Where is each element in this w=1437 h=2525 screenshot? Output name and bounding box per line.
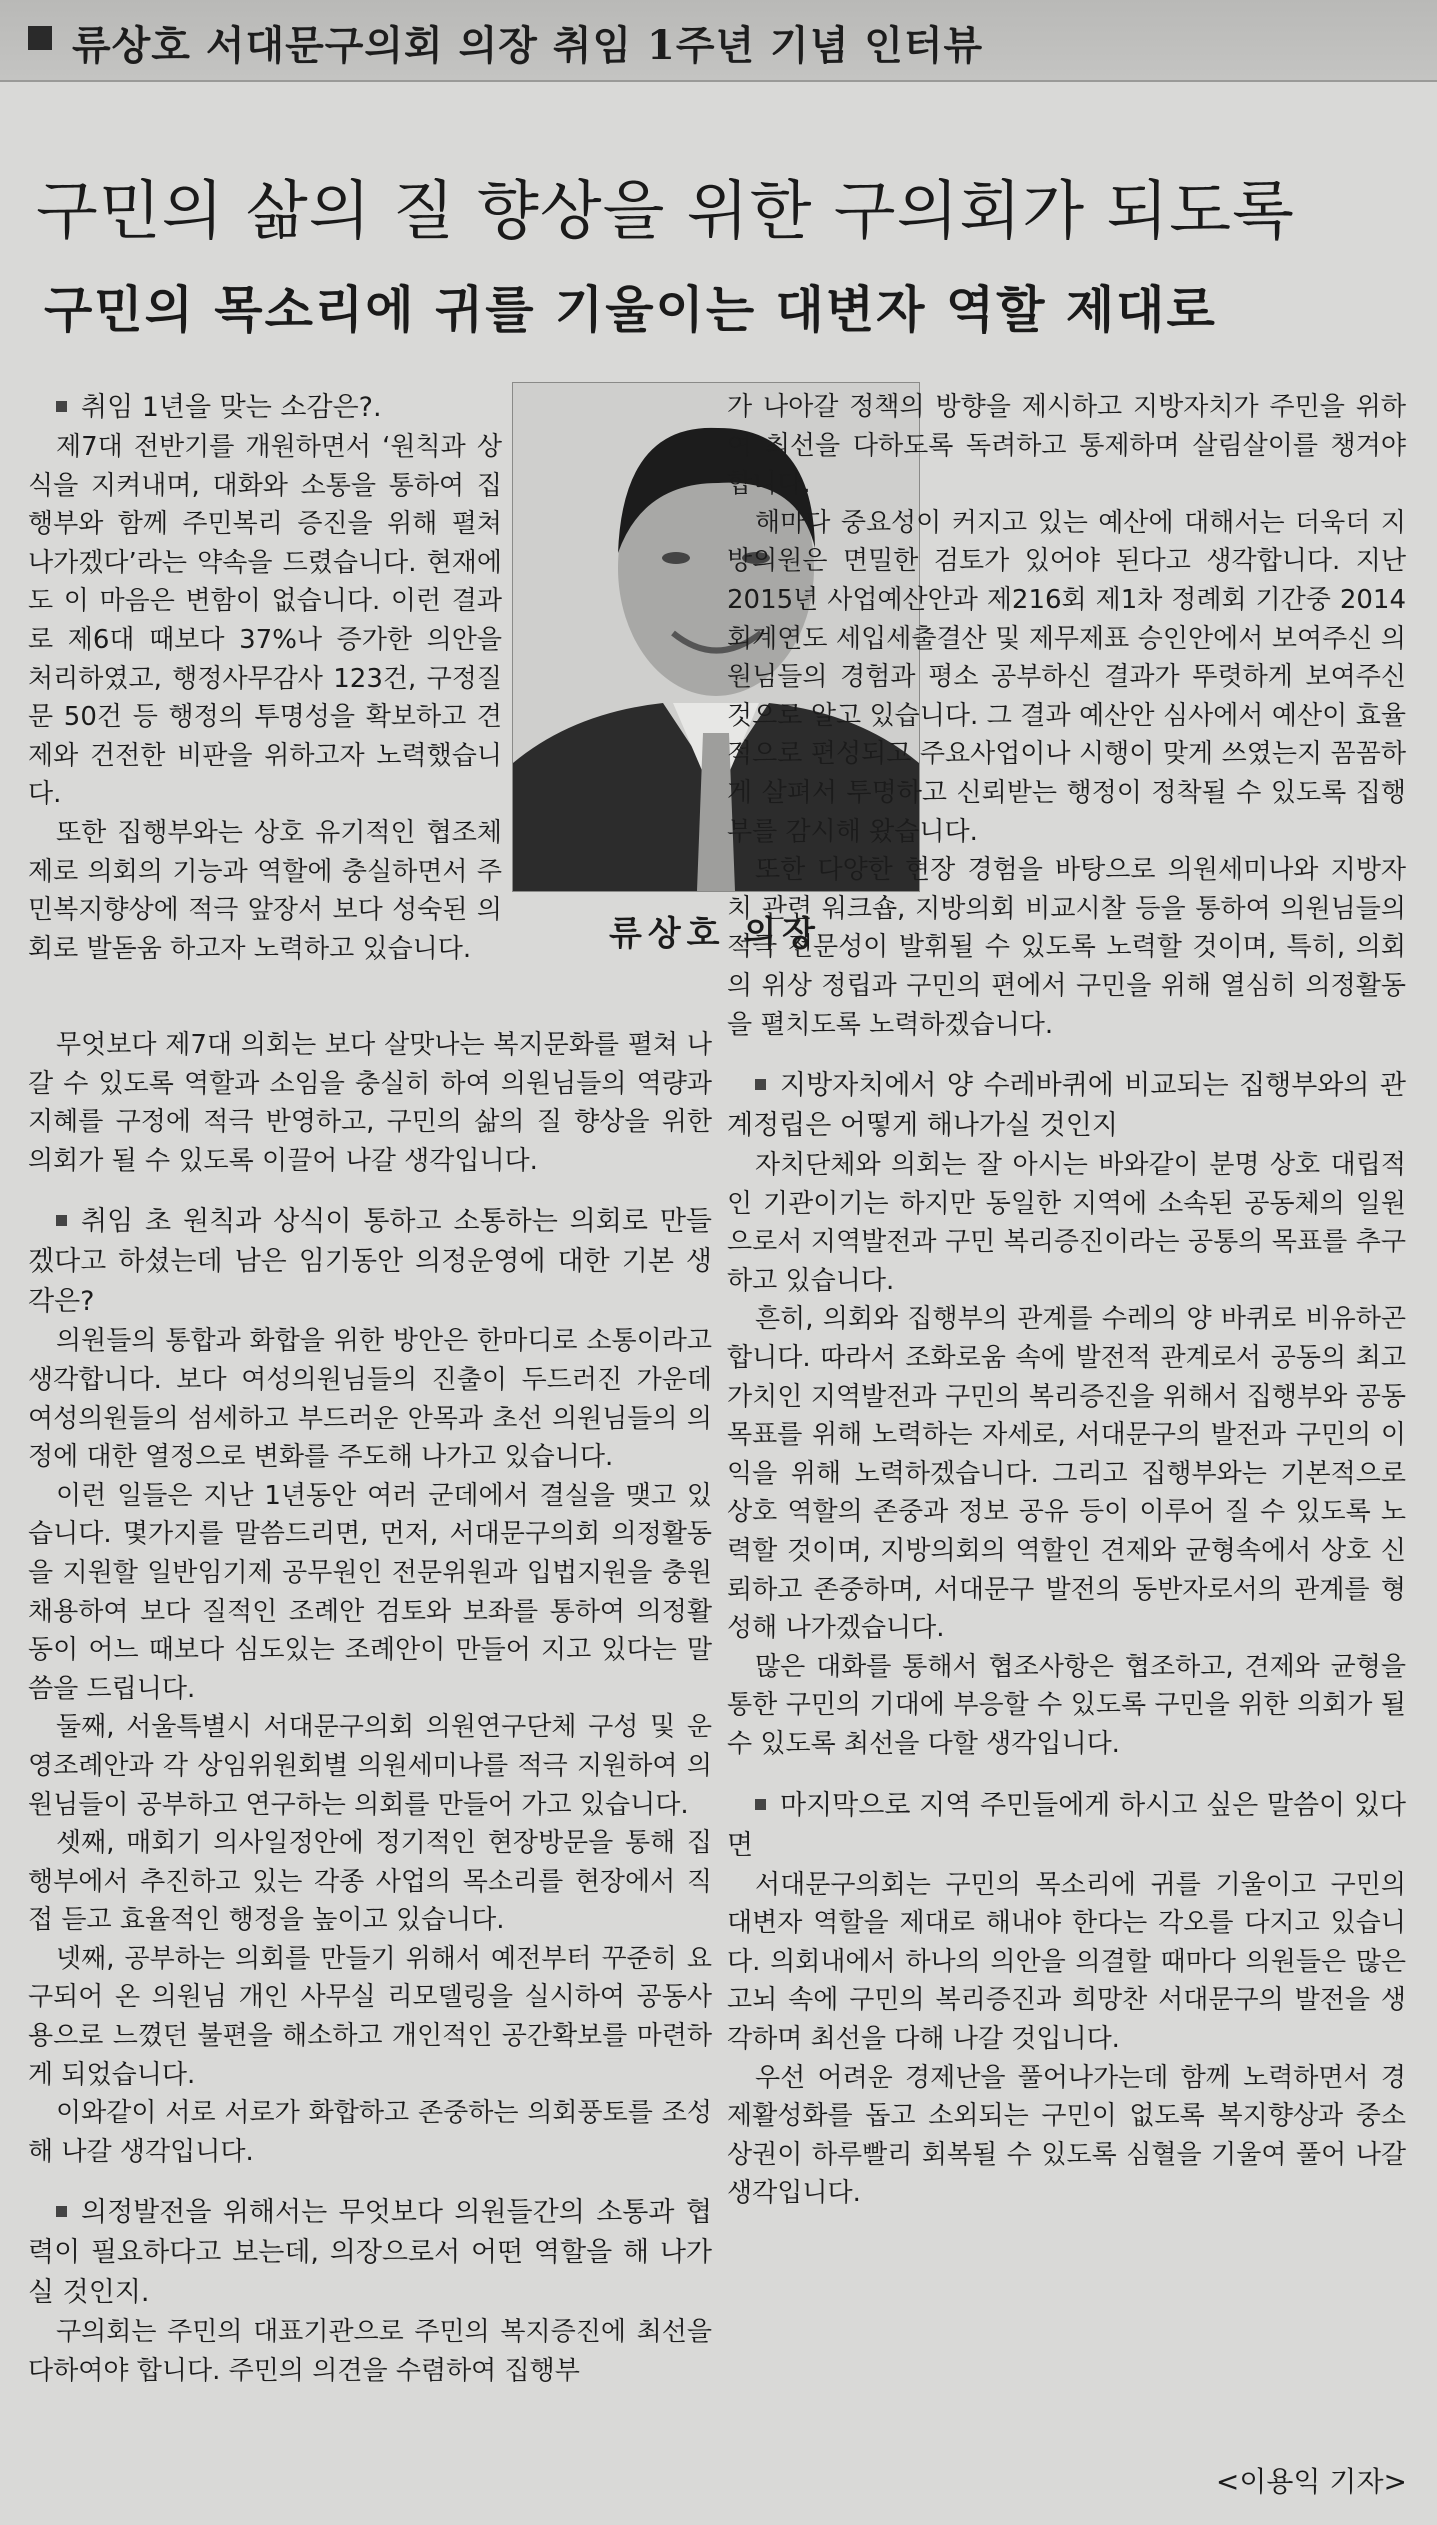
answer-paragraph: 이와같이 서로 서로가 화합하고 존중하는 의회풍토를 조성해 나갈 생각입니다. <box>28 2098 712 2167</box>
question-1: 취임 1년을 맞는 소감은?. <box>28 388 502 428</box>
answer-paragraph: 서대문구의회는 구민의 목소리에 귀를 기울이고 구민의 대변자 역할을 제대로 해내야 한다는 각오를 다지고 있습니다. 의회내에서 하나의 의안을 의결할 때마다 의원들은 많은 고뇌 속에 구민의 복리증진과 희망찬 서대문구의 발전을 생각하며 최선을 다해 나갈 것입니다. <box>727 1869 1406 2054</box>
answer-paragraph: 무엇보다 제7대 의회는 보다 살맛나는 복지문화를 펼쳐 나갈 수 있도록 역할과 소임을 충실히 하여 의원님들의 역량과 지혜를 구정에 적극 반영하고, 구민의 삶의 질 향상을 위한 의회가 될 수 있도록 이끌어 나갈 생각입니다. <box>28 1030 712 1176</box>
square-bullet-icon <box>28 26 52 50</box>
answer-paragraph: 이런 일들은 지난 1년동안 여러 군데에서 결실을 맺고 있습니다. 몇가지를 말씀드리면, 먼저, 서대문구의회 의정활동을 지원할 일반임기제 공무원인 전문위원과 입법지원을 충원 채용하여 보다 질적인 조례안 검토와 보좌를 통하여 의정활동이 어느 때보다 심도있는 조례안이 만들어 지고 있다는 말씀을 드립니다. <box>28 1480 712 1704</box>
answer-paragraph: 가 나아갈 정책의 방향을 제시하고 지방자치가 주민을 위하여 최선을 다하도록 독려하고 통제하며 살림살이를 챙겨야 합니다. <box>727 392 1406 500</box>
column-left-top <box>28 388 502 968</box>
column-right <box>727 388 1406 2213</box>
subheadline: 구민의 목소리에 귀를 기울이는 대변자 역할 제대로 <box>44 280 1217 339</box>
answer-paragraph: 또한 집행부와는 상호 유기적인 협조체제로 의회의 기능과 역할에 충실하면서 주민복지향상에 적극 앞장서 보다 성숙된 의회로 발돋움 하고자 노력하고 있습니다. <box>28 817 502 964</box>
question-2: 취임 초 원칙과 상식이 통하고 소통하는 의회로 만들겠다고 하셨는데 남은 임기동안 의정운영에 대한 기본 생각은? <box>28 1202 712 1322</box>
question-4: 지방자치에서 양 수레바퀴에 비교되는 집행부와의 관계정립은 어떻게 해나가실 것인지 <box>727 1066 1406 1146</box>
answer-paragraph: 또한 다양한 현장 경험을 바탕으로 의원세미나와 지방자치 관련 워크숍, 지방의회 비교시찰 등을 통하여 의원님들의 적극 전문성이 발휘될 수 있도록 노력할 것이며, 특히, 의회의 위상 정립과 구민의 편에서 구민을 위해 열심히 의정활동을 펼치도록 노력하겠습니다. <box>727 855 1406 1040</box>
answer-paragraph: 둘째, 서울특별시 서대문구의회 의원연구단체 구성 및 운영조례안과 각 상임위원회별 의원세미나를 적극 지원하여 의원님들이 공부하고 연구하는 의회를 만들어 가고 있습니다. <box>28 1712 712 1820</box>
answer-paragraph: 자치단체와 의회는 잘 아시는 바와같이 분명 상호 대립적인 기관이기는 하지만 동일한 지역에 소속된 공동체의 일원으로서 지역발전과 구민 복리증진이라는 공통의 목표를 추구하고 있습니다. <box>727 1150 1406 1296</box>
answer-paragraph: 셋째, 매회기 의사일정안에 정기적인 현장방문을 통해 집행부에서 추진하고 있는 각종 사업의 목소리를 현장에서 직접 듣고 효율적인 행정을 높이고 있습니다. <box>28 1828 712 1936</box>
question-3: 의정발전을 위해서는 무엇보다 의원들간의 소통과 협력이 필요하다고 보는데, 의장으로서 어떤 역할을 해 나가실 것인지. <box>28 2193 712 2313</box>
answer-paragraph: 흔히, 의회와 집행부의 관계를 수레의 양 바퀴로 비유하곤 합니다. 따라서 조화로움 속에 발전적 관계로서 공동의 최고가치인 지역발전과 구민의 복리증진을 위해서 집행부와 공동 목표를 위해 노력하는 자세로, 서대문구의 발전과 구민의 이익을 위해 노력하겠습니다. 그리고 집행부와는 기본적으로 상호 역할의 존중과 정보 공유 등이 이루어 질 수 있도록 노력할 것이며, 지방의회의 역할인 견제와 균형속에서 상호 신뢰하고 존중하며, 서대문구 발전의 동반자로서의 관계를 형성해 나가겠습니다. <box>727 1304 1406 1644</box>
answer-paragraph: 넷째, 공부하는 의회를 만들기 위해서 예전부터 꾸준히 요구되어 온 의원님 개인 사무실 리모델링을 실시하여 공동사용으로 느꼈던 불편을 해소하고 개인적인 공간확보를 마련하게 되었습니다. <box>28 1943 712 2090</box>
reporter-byline: <이용익 기자> <box>1215 2465 1407 2498</box>
headline: 구민의 삶의 질 향상을 위한 구의회가 되도록 <box>36 175 1295 249</box>
answer-paragraph: 우선 어려운 경제난을 풀어나가는데 함께 노력하면서 경제활성화를 돕고 소외되는 구민이 없도록 복지향상과 중소 상권이 하루빨리 회복될 수 있도록 심혈을 기울여 풀어 나갈 생각입니다. <box>727 2062 1406 2209</box>
photo-caption: 류상호 의장 <box>608 914 822 954</box>
section-header <box>0 0 1437 82</box>
answer-paragraph: 제7대 전반기를 개원하면서 ‘원칙과 상식을 지켜내며, 대화와 소통을 통하여 집행부와 함께 주민복리 증진을 위해 펼쳐 나가겠다’라는 약속을 드렸습니다. 현재에도 이 마음은 변함이 없습니다. 이런 결과로 제6대 때보다 37%나 증가한 의안을 처리하였고, 행정사무감사 123건, 구정질문 50건 등 행정의 투명성을 확보하고 견제와 건전한 비판을 위하고자 노력했습니다. <box>28 432 502 810</box>
answer-paragraph: 해마다 중요성이 커지고 있는 예산에 대해서는 더욱더 지방의원은 면밀한 검토가 있어야 된다고 생각합니다. 지난 2015년 사업예산안과 제216회 제1차 정례회 기간중 2014회계연도 세입세출결산 및 제무제표 승인안에서 보여주신 의원님들의 경험과 평소 공부하신 결과가 뚜렷하게 보여주신 것으로 알고 있습니다. 그 결과 예산안 심사에서 예산이 효율적으로 편성되고 주요사업이나 시행이 맞게 쓰였는지 꼼꼼하게 살펴서 투명하고 신뢰받는 행정이 정착될 수 있도록 집행부를 감시해 왔습니다. <box>727 507 1406 847</box>
question-5: 마지막으로 지역 주민들에게 하시고 싶은 말씀이 있다면 <box>727 1786 1406 1866</box>
column-left <box>28 1026 712 2391</box>
answer-paragraph: 많은 대화를 통해서 협조사항은 협조하고, 견제와 균형을 통한 구민의 기대에 부응할 수 있도록 구민을 위한 의회가 될 수 있도록 최선을 다할 생각입니다. <box>727 1651 1406 1759</box>
answer-paragraph: 의원들의 통합과 화합을 위한 방안은 한마디로 소통이라고 생각합니다. 보다 여성의원님들의 진출이 두드러진 가운데 여성의원들의 섬세하고 부드러운 안목과 초선 의원님들의 의정에 대한 열정으로 변화를 주도해 나가고 있습니다. <box>28 1326 712 1473</box>
section-header-label: 류상호 서대문구의회 의장 취임 1주년 기념 인터뷰 <box>72 22 984 69</box>
answer-paragraph: 구의회는 주민의 대표기관으로 주민의 복지증진에 최선을 다하여야 합니다. 주민의 의견을 수렴하여 집행부 <box>28 2317 712 2387</box>
